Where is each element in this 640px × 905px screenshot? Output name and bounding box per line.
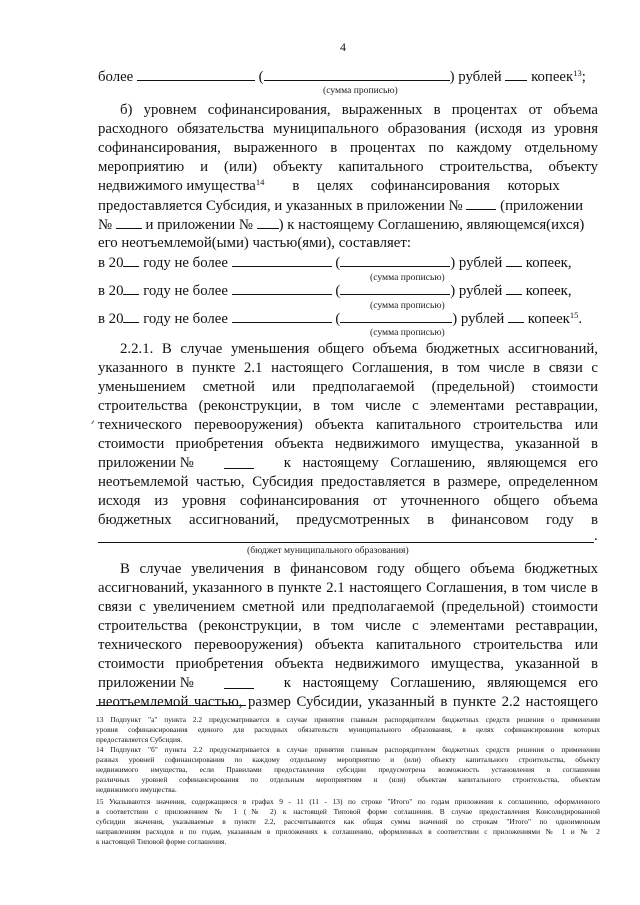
blank-field[interactable] [232,281,332,295]
scan-mark [91,420,97,426]
paragraph-line: мероприятию и (или) объекту капитального строительства, объекту [98,159,598,175]
footnote-line: недвижимого имущества. [96,785,177,794]
caption-amount-words: (сумма прописью) [323,85,398,96]
footnote-separator [96,705,246,706]
paragraph-line: исходя из уровня софинансирования от уточненного общего объема [98,493,598,509]
footnote-line: предоставляется Субсидия. [96,735,183,744]
paragraph-line: неотъемлемой частью, размер Субсидии, указанный в пункте 2.2 настоящего [98,694,598,710]
text: . [578,311,583,327]
paragraph-line: указанного в пункте 2.1 настоящего Соглашения, в том числе в связи с [98,360,598,376]
paragraph-line: строительства (реконструкции, в том числе с элементами реставрации, [98,398,598,414]
footnote-line: различных уровней софинансирования по отдельным мероприятиям и (или) объектам капитального строительства, объектам [96,775,600,784]
year-amount-line [98,309,598,327]
caption-amount-words: (сумма прописью) [370,327,445,338]
paragraph-line: технического перевооружения) объекта капитального строительства или [98,637,598,653]
blank-field[interactable] [508,309,524,323]
caption-amount-words: (сумма прописью) [370,300,445,311]
blank-field[interactable] [340,309,452,323]
footnote-ref: 14 [255,177,265,187]
text: ( [335,255,341,271]
paragraph-line: уменьшением сметной или предполагаемой (предельной) стоимости [98,379,598,395]
blank-field[interactable] [264,67,450,81]
text: ; [581,69,586,85]
paragraph-line: 2.2.1. В случае уменьшения общего объема бюджетных ассигнований, [120,341,598,357]
footnote-line: направлениям расходов и по годам, указанным в приложениях к соглашению, оформленных в соответствии с приложениями № 1 и № 2 [96,827,600,836]
blank-field[interactable] [232,309,332,323]
paragraph-line: стоимости приобретения объекта недвижимого имущества, указанной в [98,436,598,452]
page-number: 4 [340,40,346,54]
footnote-line: 13 Подпункт "а" пункта 2.2 предусматривается в случае принятия главным распорядителем бюджетных средств решения о применении [96,715,600,724]
caption-budget: (бюджет муниципального образования) [247,545,409,556]
paragraph-line [98,196,598,214]
text: в целях софинансирования которых [292,178,560,194]
blank-field[interactable] [257,215,279,229]
paragraph-line: его неотъемлемой(ыми) частью(ями), составляет: [98,235,411,251]
blank-field[interactable] [123,253,139,267]
amount-line [98,67,598,85]
text: ) к настоящему Соглашению, являющемся(ихся) [278,217,585,233]
text: предоставляется Субсидия, и указанных в приложении № [98,198,463,214]
blank-field[interactable] [224,454,254,469]
footnote-ref: 13 [573,68,582,78]
year-amount-line [98,281,598,299]
text: в 20 [98,283,124,299]
year-amount-line [98,253,598,271]
blank-field[interactable] [137,67,255,81]
text: (приложении [500,198,584,214]
paragraph-line: неотъемлемой частью, Субсидия предоставляется в размере, определенном [98,474,598,490]
paragraph-line [98,177,598,195]
paragraph-line: ассигнований, указанного в пункте 2.1 настоящего Соглашения, в том числе в [98,580,598,596]
blank-field[interactable] [232,253,332,267]
caption-amount-words: (сумма прописью) [370,272,445,283]
text: ( [258,69,264,85]
text: копеек, [525,283,572,299]
paragraph-line: б) уровнем софинансирования, выраженных в процентах от объема [120,102,598,118]
text: копеек [527,311,570,327]
paragraph-line: расходного обязательства муниципального образования (исходя из уровня [98,121,598,137]
footnote-line: в соответствии с приложением № 1 (№ 2) к настоящей Типовой форме соглашения. В случае предоставления Консолидированной [96,807,600,816]
text: году не более [143,283,228,299]
text: ) рублей [450,283,503,299]
paragraph-line [98,674,598,692]
footnote-ref: 15 [569,310,579,320]
footnote-line: к настоящей Типовой форме соглашения. [96,837,227,846]
footnote-line: 15 Указываются значения, содержащиеся в графах 9 - 11 (11 - 13) по строке "Итого" по годам приложения к соглашению, оформленного [96,797,600,806]
paragraph-line: стоимости приобретения объекта недвижимого имущества, указанной в [98,656,598,672]
text: ( [335,283,341,299]
text: в 20 [98,311,124,327]
blank-field[interactable] [340,281,450,295]
blank-field[interactable] [116,215,142,229]
blank-field[interactable] [506,281,522,295]
paragraph-line [98,215,598,233]
text: к настоящему Соглашению, являющемся его [283,675,598,691]
text: недвижимого имущества [98,178,256,194]
footnote-line: уровня софинансирования единого для расходных обязательств муниципального образования, в целях софинансирования которых [96,725,600,734]
budget-blank-field[interactable] [98,528,594,543]
text: ( [335,311,341,327]
paragraph-line: софинансирования, выраженного в процентах по каждому отдельному [98,140,598,156]
text: году не более [143,255,228,271]
text: году не более [143,311,228,327]
blank-field[interactable] [466,196,496,210]
footnote-line: субсидии значения, указываемые в пункте 2.2, рассчитываются как общая сумма значений по строкам "Итого" по одноименным [96,817,600,826]
text: и приложении № [145,217,253,233]
text: ) рублей [450,255,503,271]
paragraph-line [98,454,598,472]
blank-field[interactable] [340,253,450,267]
text: копеек, [525,255,572,271]
blank-field[interactable] [505,67,527,81]
paragraph-line: бюджетных ассигнований, предусмотренных в финансовом году в [98,512,598,528]
footnote-line: разных уровней софинансирования по каждому отдельному мероприятию и (или) объекту капитального строительства, объекту [96,755,600,764]
blank-field[interactable] [123,309,139,323]
paragraph-line: строительства (реконструкции, в том числе с элементами реставрации, [98,618,598,634]
blank-field[interactable] [123,281,139,295]
paragraph-line: связи с увеличением сметной или предполагаемой (предельной) стоимости [98,599,598,615]
text: более [98,69,134,85]
text: приложении № [98,675,194,691]
paragraph-line: В случае увеличения в финансовом году общего объема бюджетных [120,561,598,577]
text: ) рублей [452,311,505,327]
text: № [98,217,113,233]
text: . [594,528,598,544]
text: копеек [531,69,574,85]
text: в 20 [98,255,124,271]
text: ) рублей [449,69,502,85]
blank-field[interactable] [224,674,254,689]
footnote-line: недвижимого имущества, если Правилами предоставления субсидии предусмотрена возможность установления в соглашении [96,765,600,774]
text: к настоящему Соглашению, являющемся его [283,455,598,471]
paragraph-line: технического перевооружения) объекта капитального строительства или [98,417,598,433]
footnote-line: 14 Подпункт "б" пункта 2.2 предусматривается в случае принятия главным распорядителем бюджетных средств решения о применении [96,745,600,754]
text: приложении № [98,455,194,471]
blank-field[interactable] [506,253,522,267]
